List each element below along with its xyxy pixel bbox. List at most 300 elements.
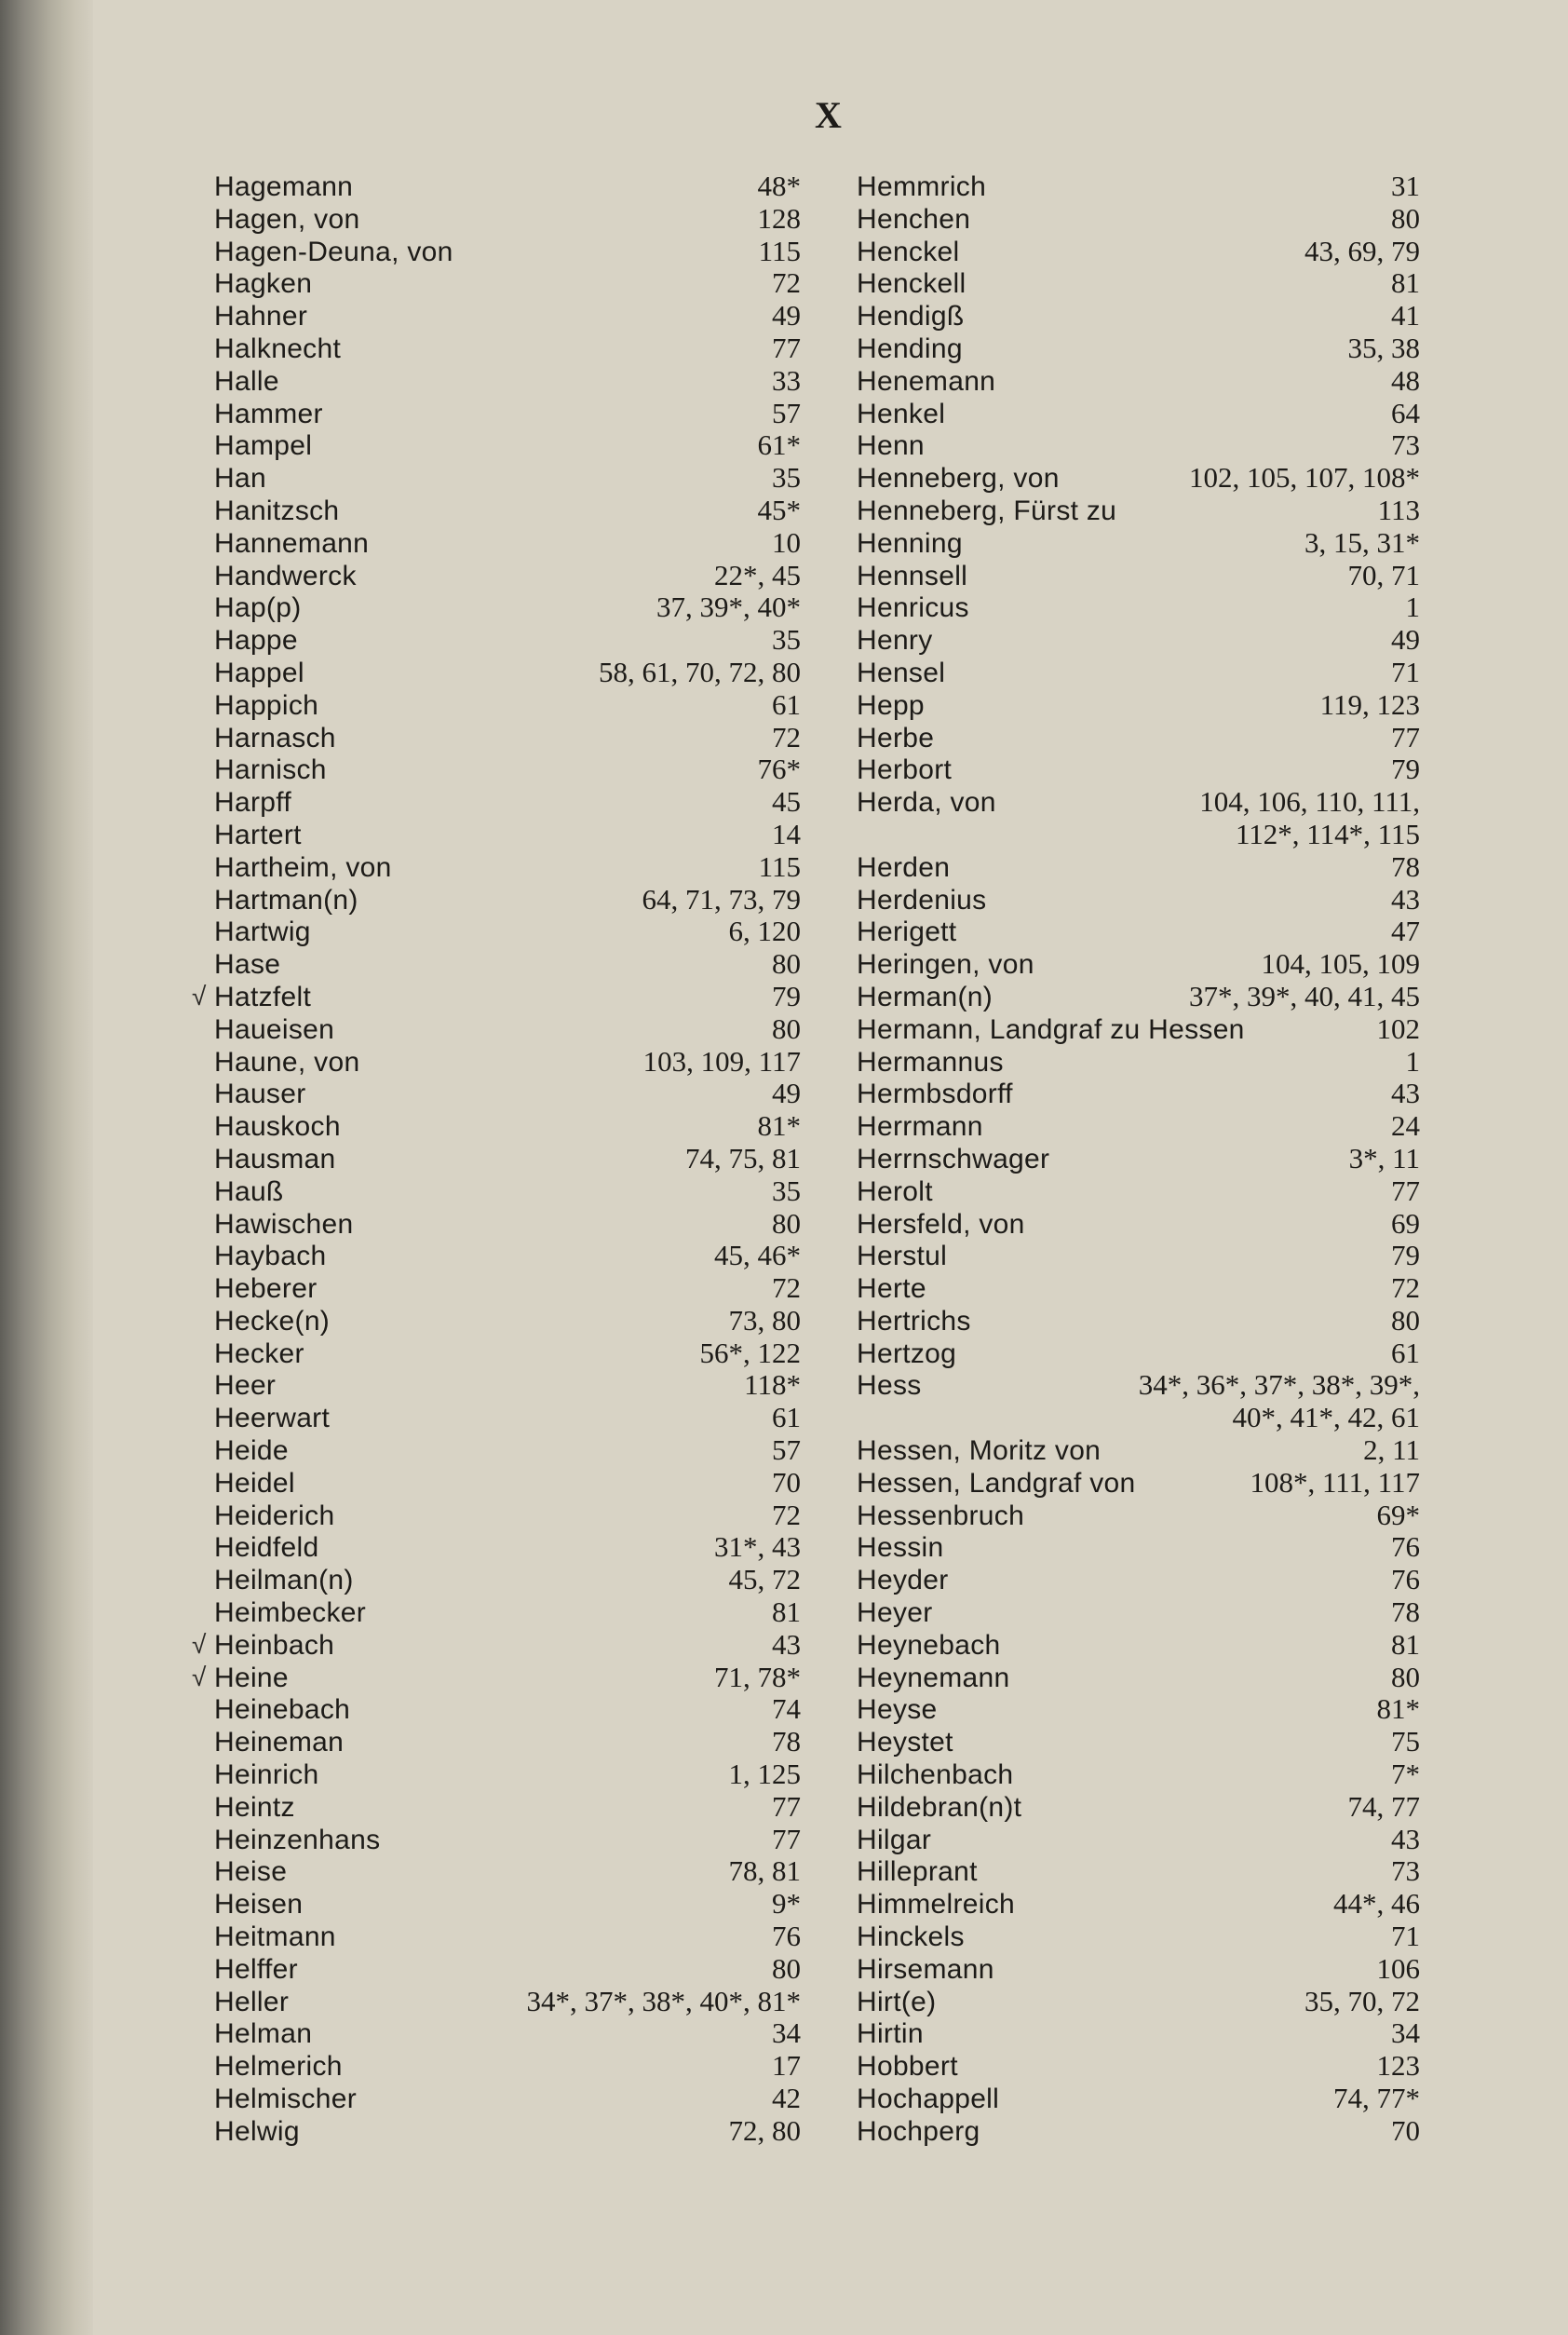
entry-pages: 45* — [757, 493, 801, 526]
index-entry — [214, 1758, 801, 1791]
entry-pages: 43, 69, 79 — [1304, 234, 1420, 267]
entry-name: Hartert — [214, 819, 302, 850]
entry-pages: 49 — [772, 299, 801, 333]
index-entry — [857, 1726, 1420, 1758]
entry-pages: 10 — [772, 525, 801, 559]
entry-name: Hartman(n) — [214, 884, 358, 916]
entry-name: Helmerich — [214, 2051, 343, 2083]
index-entry — [214, 2017, 801, 2050]
entry-name: Heynebach — [857, 1629, 1001, 1661]
index-entry — [214, 365, 801, 398]
entry-pages: 34*, 36*, 37*, 38*, 39*, — [1138, 1368, 1420, 1402]
entry-name: Hobbert — [857, 2051, 958, 2083]
index-entry — [857, 1046, 1420, 1079]
index-entry — [857, 1953, 1420, 1986]
entry-name: Hirtin — [857, 2018, 924, 2050]
entry-name: Himmelreich — [857, 1889, 1015, 1921]
index-entry — [857, 624, 1420, 657]
index-entry — [857, 1596, 1420, 1629]
entry-name: Heringen, von — [857, 949, 1034, 981]
entry-name: Happel — [214, 657, 304, 688]
entry-pages: 57 — [772, 396, 801, 429]
index-entry — [214, 1726, 801, 1758]
entry-pages: 104, 105, 109 — [1261, 947, 1420, 981]
index-entry — [214, 591, 801, 624]
index-entry — [214, 1110, 801, 1143]
entry-pages: 73, 80 — [728, 1303, 801, 1337]
index-entry — [214, 1888, 801, 1921]
check-mark-annotation: √ — [192, 981, 207, 1011]
entry-name: Henneberg, von — [857, 463, 1060, 495]
index-entry — [214, 916, 801, 948]
entry-name: Heerwart — [214, 1403, 331, 1434]
index-entry — [214, 624, 801, 657]
index-entry — [857, 495, 1420, 527]
entry-name: Herstul — [857, 1241, 948, 1272]
index-entry — [857, 981, 1420, 1013]
entry-pages: 102 — [1376, 1011, 1420, 1045]
index-entry — [857, 1662, 1420, 1694]
entry-name: Hertzog — [857, 1337, 957, 1369]
index-entry — [214, 1402, 801, 1434]
index-entry — [857, 1564, 1420, 1596]
index-entry — [857, 1272, 1420, 1305]
entry-pages: 77 — [1391, 1174, 1420, 1207]
index-column-left — [192, 170, 801, 2220]
index-entry — [214, 1175, 801, 1208]
entry-pages: 79 — [1391, 753, 1420, 786]
index-entry — [214, 722, 801, 754]
entry-name: Hirsemann — [857, 1953, 994, 1985]
entry-pages: 43 — [1391, 1822, 1420, 1855]
entry-pages: 69 — [1391, 1206, 1420, 1240]
index-entry — [214, 1596, 801, 1629]
entry-name: Hersfeld, von — [857, 1208, 1025, 1240]
entry-pages: 80 — [1391, 1303, 1420, 1337]
index-entry — [857, 657, 1420, 689]
entry-name: Heide — [214, 1435, 289, 1467]
entry-name: Helwig — [214, 2115, 300, 2147]
entry-name: Handwerck — [214, 560, 357, 591]
entry-pages: 9* — [772, 1887, 801, 1921]
entry-pages: 3*, 11 — [1348, 1141, 1420, 1174]
entry-name: Haybach — [214, 1241, 327, 1272]
entry-name: Hochperg — [857, 2115, 980, 2147]
entry-pages: 80 — [772, 1206, 801, 1240]
entry-name: Herda, von — [857, 787, 996, 819]
entry-pages: 81* — [757, 1109, 801, 1143]
index-entry — [857, 1337, 1420, 1370]
index-entry — [214, 1208, 801, 1241]
index-entry — [214, 527, 801, 560]
entry-name: Henry — [857, 625, 933, 657]
entry-pages: 115 — [758, 849, 801, 883]
index-entry — [214, 1500, 801, 1532]
entry-pages: 76 — [772, 1920, 801, 1953]
entry-pages: 35 — [772, 623, 801, 657]
entry-name: Henneberg, Fürst zu — [857, 495, 1117, 526]
entry-pages: 56*, 122 — [699, 1336, 801, 1369]
index-entry — [214, 560, 801, 592]
entry-pages: 1, 125 — [728, 1758, 801, 1791]
entry-pages: 77 — [1391, 720, 1420, 753]
entry-pages: 72 — [772, 720, 801, 753]
entry-pages: 80 — [1391, 1660, 1420, 1693]
entry-pages: 35, 38 — [1347, 331, 1420, 364]
entry-name: Helffer — [214, 1953, 298, 1985]
entry-name: Halle — [214, 365, 279, 397]
entry-name: Hildebran(n)t — [857, 1791, 1022, 1823]
entry-pages: 72 — [772, 1498, 801, 1531]
entry-name: Heyder — [857, 1565, 949, 1596]
entry-pages: 61 — [1391, 1336, 1420, 1369]
entry-pages: 72, 80 — [728, 2113, 801, 2147]
entry-pages: 43 — [772, 1627, 801, 1661]
index-entry — [857, 1078, 1420, 1110]
entry-name: Hendigß — [857, 301, 965, 333]
entry-pages: 78 — [1391, 849, 1420, 883]
index-entry — [214, 1855, 801, 1888]
index-entry — [214, 884, 801, 916]
index-entry — [857, 948, 1420, 981]
index-entry — [857, 2115, 1420, 2148]
entry-pages: 34 — [1391, 2016, 1420, 2050]
entry-name: Heberer — [214, 1273, 318, 1305]
index-entry — [214, 1143, 801, 1175]
index-entry — [857, 2050, 1420, 2083]
entry-name: Henemann — [857, 365, 996, 397]
index-entry — [214, 1046, 801, 1079]
index-entry — [214, 948, 801, 981]
index-entry — [857, 560, 1420, 592]
entry-pages: 79 — [772, 979, 801, 1012]
index-entry — [857, 1467, 1420, 1500]
index-entry — [214, 1953, 801, 1986]
entry-pages: 119, 123 — [1319, 687, 1420, 721]
entry-name: Harnisch — [214, 754, 327, 786]
entry-name: Heilman(n) — [214, 1565, 354, 1596]
entry-pages: 1 — [1405, 591, 1420, 624]
entry-name: Herigett — [857, 916, 957, 948]
entry-pages: 3, 15, 31* — [1304, 525, 1420, 559]
index-entry — [192, 1627, 801, 1662]
entry-name: Hochappell — [857, 2084, 1000, 2115]
index-entry — [857, 1434, 1420, 1467]
index-entry — [857, 1240, 1420, 1272]
entry-name: Hawischen — [214, 1208, 354, 1240]
index-entry-continuation — [857, 819, 1420, 851]
check-mark-annotation: √ — [192, 1629, 207, 1659]
entry-pages: 72 — [1391, 1271, 1420, 1305]
entry-pages: 7* — [1391, 1758, 1420, 1791]
entry-name: Herman(n) — [857, 981, 994, 1012]
entry-pages: 35 — [772, 1174, 801, 1207]
entry-name: Hahner — [214, 301, 308, 333]
entry-name: Herolt — [857, 1175, 933, 1207]
index-entry — [214, 1693, 801, 1726]
entry-pages: 31*, 43 — [714, 1530, 801, 1564]
entry-pages: 74, 77* — [1333, 2082, 1420, 2115]
entry-pages: 80 — [1391, 201, 1420, 235]
entry-pages: 112*, 114*, 115 — [1235, 817, 1420, 850]
entry-name: Hatzfelt — [214, 981, 312, 1012]
index-entry — [214, 267, 801, 300]
entry-pages: 77 — [772, 1822, 801, 1855]
entry-name: Herrmann — [857, 1111, 983, 1143]
entry-pages: 81 — [1391, 266, 1420, 300]
entry-name: Herden — [857, 851, 951, 883]
entry-name: Happich — [214, 689, 319, 721]
entry-name: Harpff — [214, 787, 291, 819]
entry-name: Heimbecker — [214, 1597, 367, 1629]
index-entry — [214, 1078, 801, 1110]
entry-pages: 81* — [1376, 1692, 1420, 1726]
entry-name: Heiderich — [214, 1500, 335, 1531]
entry-pages: 57 — [772, 1433, 801, 1467]
entry-pages: 64 — [1391, 396, 1420, 429]
index-entry — [214, 495, 801, 527]
index-entry — [214, 1467, 801, 1500]
index-entry — [857, 1921, 1420, 1953]
entry-name: Heinebach — [214, 1694, 351, 1726]
entry-name: Hap(p) — [214, 592, 302, 624]
entry-pages: 44*, 46 — [1333, 1887, 1420, 1921]
entry-name: Hagken — [214, 268, 313, 300]
entry-pages: 45, 72 — [728, 1563, 801, 1596]
entry-name: Heyse — [857, 1694, 938, 1726]
entry-pages: 76 — [1391, 1563, 1420, 1596]
entry-pages: 40*, 41*, 42, 61 — [1232, 1401, 1420, 1434]
entry-pages: 79 — [1391, 1239, 1420, 1272]
index-entry — [857, 267, 1420, 300]
index-entry — [214, 851, 801, 884]
entry-pages: 64, 71, 73, 79 — [642, 882, 801, 916]
index-entry — [857, 2083, 1420, 2115]
entry-pages: 70, 71 — [1347, 558, 1420, 591]
entry-pages: 33 — [772, 363, 801, 397]
index-entry — [857, 591, 1420, 624]
index-entry — [192, 979, 801, 1013]
entry-pages: 58, 61, 70, 72, 80 — [599, 655, 801, 688]
index-entry — [857, 786, 1420, 819]
entry-pages: 35, 70, 72 — [1304, 1984, 1420, 2017]
entry-pages: 70 — [1391, 2113, 1420, 2147]
entry-pages: 80 — [772, 947, 801, 981]
entry-name: Heer — [214, 1370, 277, 1402]
entry-name: Herbe — [857, 722, 935, 753]
index-entry — [857, 1855, 1420, 1888]
entry-pages: 128 — [757, 201, 801, 235]
index-entry — [214, 1272, 801, 1305]
entry-name: Haueisen — [214, 1013, 335, 1045]
entry-name: Henkel — [857, 398, 946, 429]
entry-pages: 118* — [744, 1368, 801, 1402]
entry-name: Happe — [214, 625, 298, 657]
entry-pages: 37*, 39*, 40, 41, 45 — [1189, 979, 1420, 1012]
index-entry — [857, 1110, 1420, 1143]
index-entry — [214, 1531, 801, 1564]
index-entry — [857, 1629, 1420, 1662]
index-entry — [214, 1337, 801, 1370]
entry-pages: 71, 78* — [714, 1660, 801, 1693]
index-entry — [214, 1240, 801, 1272]
entry-pages: 37, 39*, 40* — [656, 591, 801, 624]
entry-name: Hannemann — [214, 527, 370, 559]
entry-name: Heisen — [214, 1889, 304, 1921]
entry-pages: 34*, 37*, 38*, 40*, 81* — [526, 1984, 801, 2017]
entry-pages: 43 — [1391, 1077, 1420, 1110]
index-entry — [857, 365, 1420, 398]
index-entry — [857, 884, 1420, 916]
entry-name: Hertrichs — [857, 1305, 971, 1337]
index-entry — [214, 2115, 801, 2148]
entry-name: Heinzenhans — [214, 1824, 381, 1855]
entry-name: Hilleprant — [857, 1856, 978, 1888]
book-spine-edge — [0, 0, 93, 2335]
index-entry — [214, 689, 801, 722]
index-entry — [214, 1564, 801, 1596]
entry-name: Hermbsdorff — [857, 1079, 1013, 1110]
entry-name: Hermannus — [857, 1046, 1004, 1078]
index-entry — [857, 1693, 1420, 1726]
entry-name: Hase — [214, 949, 281, 981]
index-entry — [857, 2017, 1420, 2050]
entry-name: Henchen — [857, 203, 971, 235]
entry-pages: 123 — [1376, 2049, 1420, 2083]
check-mark-annotation: √ — [192, 1662, 207, 1691]
index-entry — [857, 1175, 1420, 1208]
index-entry — [857, 236, 1420, 268]
entry-name: Henckell — [857, 268, 966, 300]
entry-pages: 75 — [1391, 1725, 1420, 1758]
entry-pages: 104, 106, 110, 111, — [1199, 785, 1420, 819]
entry-name: Heller — [214, 1986, 290, 2017]
entry-pages: 81 — [1391, 1627, 1420, 1661]
entry-name: Hauser — [214, 1079, 306, 1110]
entry-pages: 71 — [1391, 655, 1420, 688]
entry-name: Hilchenbach — [857, 1759, 1014, 1791]
entry-name: Hinckels — [857, 1921, 965, 1953]
entry-pages: 34 — [772, 2016, 801, 2050]
entry-pages: 73 — [1391, 1854, 1420, 1888]
entry-pages: 2, 11 — [1363, 1433, 1420, 1467]
page-number: X — [815, 94, 843, 136]
entry-pages: 72 — [772, 266, 801, 300]
entry-pages: 6, 120 — [728, 915, 801, 948]
index-entry — [214, 170, 801, 203]
entry-pages: 43 — [1391, 882, 1420, 916]
entry-name: Heine — [214, 1662, 289, 1693]
entry-name: Han — [214, 463, 266, 495]
entry-pages: 77 — [772, 1789, 801, 1823]
entry-name: Hagen, von — [214, 203, 360, 235]
entry-name: Harnasch — [214, 722, 336, 753]
entry-name: Hauß — [214, 1175, 284, 1207]
entry-pages: 47 — [1391, 915, 1420, 948]
index-entry — [857, 429, 1420, 462]
entry-pages: 73 — [1391, 428, 1420, 462]
entry-name: Heyer — [857, 1597, 933, 1629]
entry-name: Herdenius — [857, 884, 987, 916]
entry-name: Hanitzsch — [214, 495, 340, 526]
index-column-right — [857, 170, 1420, 2220]
index-entry — [857, 722, 1420, 754]
entry-pages: 61 — [772, 1401, 801, 1434]
index-entry — [857, 1758, 1420, 1791]
entry-name: Hepp — [857, 689, 925, 721]
index-entry — [214, 1434, 801, 1467]
entry-name: Heinbach — [214, 1629, 335, 1661]
entry-pages: 113 — [1377, 493, 1420, 526]
entry-pages: 71 — [1391, 1920, 1420, 1953]
entry-name: Heystet — [857, 1727, 953, 1758]
entry-pages: 48 — [1391, 363, 1420, 397]
entry-pages: 115 — [758, 234, 801, 267]
entry-name: Henricus — [857, 592, 969, 624]
entry-pages: 106 — [1376, 1951, 1420, 1985]
entry-name: Hilgar — [857, 1824, 932, 1855]
entry-name: Hessenbruch — [857, 1500, 1025, 1531]
entry-name: Hending — [857, 333, 963, 364]
entry-name: Heidfeld — [214, 1532, 319, 1564]
index-entry — [214, 2050, 801, 2083]
entry-name: Hecke(n) — [214, 1305, 331, 1337]
entry-pages: 17 — [772, 2049, 801, 2083]
entry-pages: 45 — [772, 785, 801, 819]
entry-name: Hess — [857, 1370, 922, 1402]
index-entry — [857, 300, 1420, 333]
entry-pages: 35 — [772, 461, 801, 495]
entry-name: Helman — [214, 2018, 313, 2050]
entry-name: Hensel — [857, 657, 946, 688]
index-entry — [857, 1013, 1420, 1046]
index-entry — [857, 1986, 1420, 2018]
entry-pages: 78 — [772, 1725, 801, 1758]
index-entry — [214, 462, 801, 495]
entry-name: Heise — [214, 1856, 288, 1888]
index-entry — [214, 657, 801, 689]
entry-name: Hartwig — [214, 916, 311, 948]
entry-name: Hemmrich — [857, 171, 987, 202]
index-entry — [857, 203, 1420, 236]
entry-pages: 48* — [757, 170, 801, 202]
entry-name: Heineman — [214, 1727, 345, 1758]
entry-pages: 78 — [1391, 1595, 1420, 1629]
entry-name: Helmischer — [214, 2084, 358, 2115]
entry-pages: 49 — [1391, 623, 1420, 657]
index-entry — [857, 1208, 1420, 1241]
index-entry — [214, 398, 801, 430]
entry-name: Hartheim, von — [214, 851, 392, 883]
index-entry — [857, 527, 1420, 560]
index-entry — [214, 203, 801, 236]
entry-pages: 61 — [772, 687, 801, 721]
index-entry — [214, 300, 801, 333]
index-entry — [214, 786, 801, 819]
entry-pages: 80 — [772, 1011, 801, 1045]
index-entry — [857, 1369, 1420, 1402]
entry-name: Herte — [857, 1273, 926, 1305]
index-entry — [857, 1500, 1420, 1532]
entry-name: Henn — [857, 430, 925, 462]
entry-name: Heintz — [214, 1791, 295, 1823]
entry-name: Hessen, Moritz von — [857, 1435, 1102, 1467]
entry-name: Hessen, Landgraf von — [857, 1467, 1136, 1499]
index-entry — [214, 333, 801, 365]
index-entry — [857, 398, 1420, 430]
entry-pages: 103, 109, 117 — [642, 1044, 801, 1078]
index-entry — [857, 851, 1420, 884]
